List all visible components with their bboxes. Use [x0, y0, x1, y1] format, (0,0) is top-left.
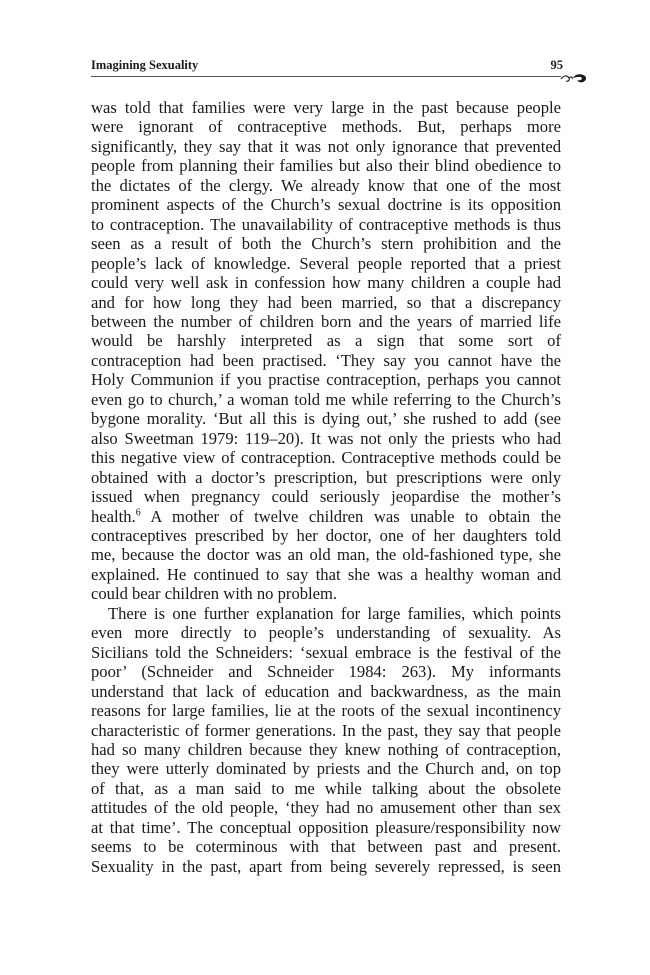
text-line: explained. He continued to say that she was a healthy woman and — [91, 564, 561, 584]
text-line: Holy Communion if you practise contraception, perhaps you cannot — [91, 370, 561, 390]
text-line: could very well ask in confession how many children a couple had — [91, 273, 561, 293]
text-line: There is one further explanation for large families, which points — [108, 603, 561, 623]
text-line: significantly, they say that it was not only ignorance that prevented — [91, 136, 561, 156]
text-line: people from planning their families but also their blind obedience to — [91, 156, 561, 176]
text-line: between the number of children born and the years of married life — [91, 311, 561, 331]
body-text — [91, 98, 561, 876]
text-line: bygone morality. ‘But all this is dying out,’ she rushed to add (see — [91, 409, 561, 429]
text-line: of that, as a man said to me while talking about the obsolete — [91, 778, 561, 798]
text-line: issued when pregnancy could seriously jeopardise the mother’s — [91, 487, 561, 507]
text-line: even more directly to people’s understanding of sexuality. As — [91, 623, 561, 643]
text-line: the dictates of the clergy. We already know that one of the most — [91, 175, 561, 195]
text-line: reasons for large families, lie at the roots of the sexual incontinency — [91, 701, 561, 721]
text-line: at that time’. The conceptual opposition pleasure/responsibility now — [91, 817, 561, 837]
text-line: poor’ (Schneider and Schneider 1984: 263). My informants — [91, 662, 561, 682]
text-line: even go to church,’ a woman told me while referring to the Church’s — [91, 389, 561, 409]
text-line: understand that lack of education and backwardness, as the main — [91, 681, 561, 701]
text-fragment: A mother of twelve children was unable to obtain the — [140, 506, 561, 526]
text-line: seems to be coterminous with that between past and present. — [91, 837, 561, 857]
text-line: characteristic of former generations. In the past, they say that people — [91, 720, 561, 740]
text-line: people’s lack of knowledge. Several people reported that a priest — [91, 253, 561, 273]
text-line: was told that families were very large in the past because people — [91, 98, 561, 117]
fleuron-icon — [560, 70, 588, 86]
text-line: seen as a result of both the Church’s stern prohibition and the — [91, 234, 561, 254]
text-line: Sicilians told the Schneiders: ‘sexual embrace is the festival of the — [91, 642, 561, 662]
text-line: contraception had been practised. ‘They say you cannot have the — [91, 350, 561, 370]
footnote-ref[interactable]: 6 — [135, 506, 141, 518]
text-line: and for how long they had been married, so that a discrepancy — [91, 292, 561, 312]
text-line — [91, 507, 561, 526]
text-line: this negative view of contraception. Contraceptive methods could be — [91, 448, 561, 468]
running-title: Imagining Sexuality — [91, 58, 199, 72]
page-number: 95 — [550, 58, 563, 72]
text-line: could bear children with no problem. — [91, 584, 338, 604]
text-line: prominent aspects of the Church’s sexual doctrine is its opposition — [91, 195, 561, 215]
text-line: had so many children because they knew nothing of contraception, — [91, 739, 561, 759]
text-line: were ignorant of contraceptive methods. But, perhaps more — [91, 117, 561, 137]
text-fragment: health. — [91, 506, 136, 526]
text-line: attitudes of the old people, ‘they had no amusement other than sex — [91, 798, 561, 818]
header-rule — [91, 76, 561, 77]
text-line: would be harshly interpreted as a sign that some sort of — [91, 331, 561, 351]
text-line: they were utterly dominated by priests and the Church and, on top — [91, 759, 561, 779]
text-line: also Sweetman 1979: 119–20). It was not only the priests who had — [91, 428, 561, 448]
text-line: Sexuality in the past, apart from being severely repressed, is seen — [91, 856, 561, 876]
text-line: obtained with a doctor’s prescription, but prescriptions were only — [91, 467, 561, 487]
text-line: me, because the doctor was an old man, the old-fashioned type, she — [91, 545, 561, 565]
running-head — [91, 58, 563, 74]
text-line: to contraception. The unavailability of contraceptive methods is thus — [91, 214, 561, 234]
text-line: contraceptives prescribed by her doctor, one of her daughters told — [91, 525, 561, 545]
